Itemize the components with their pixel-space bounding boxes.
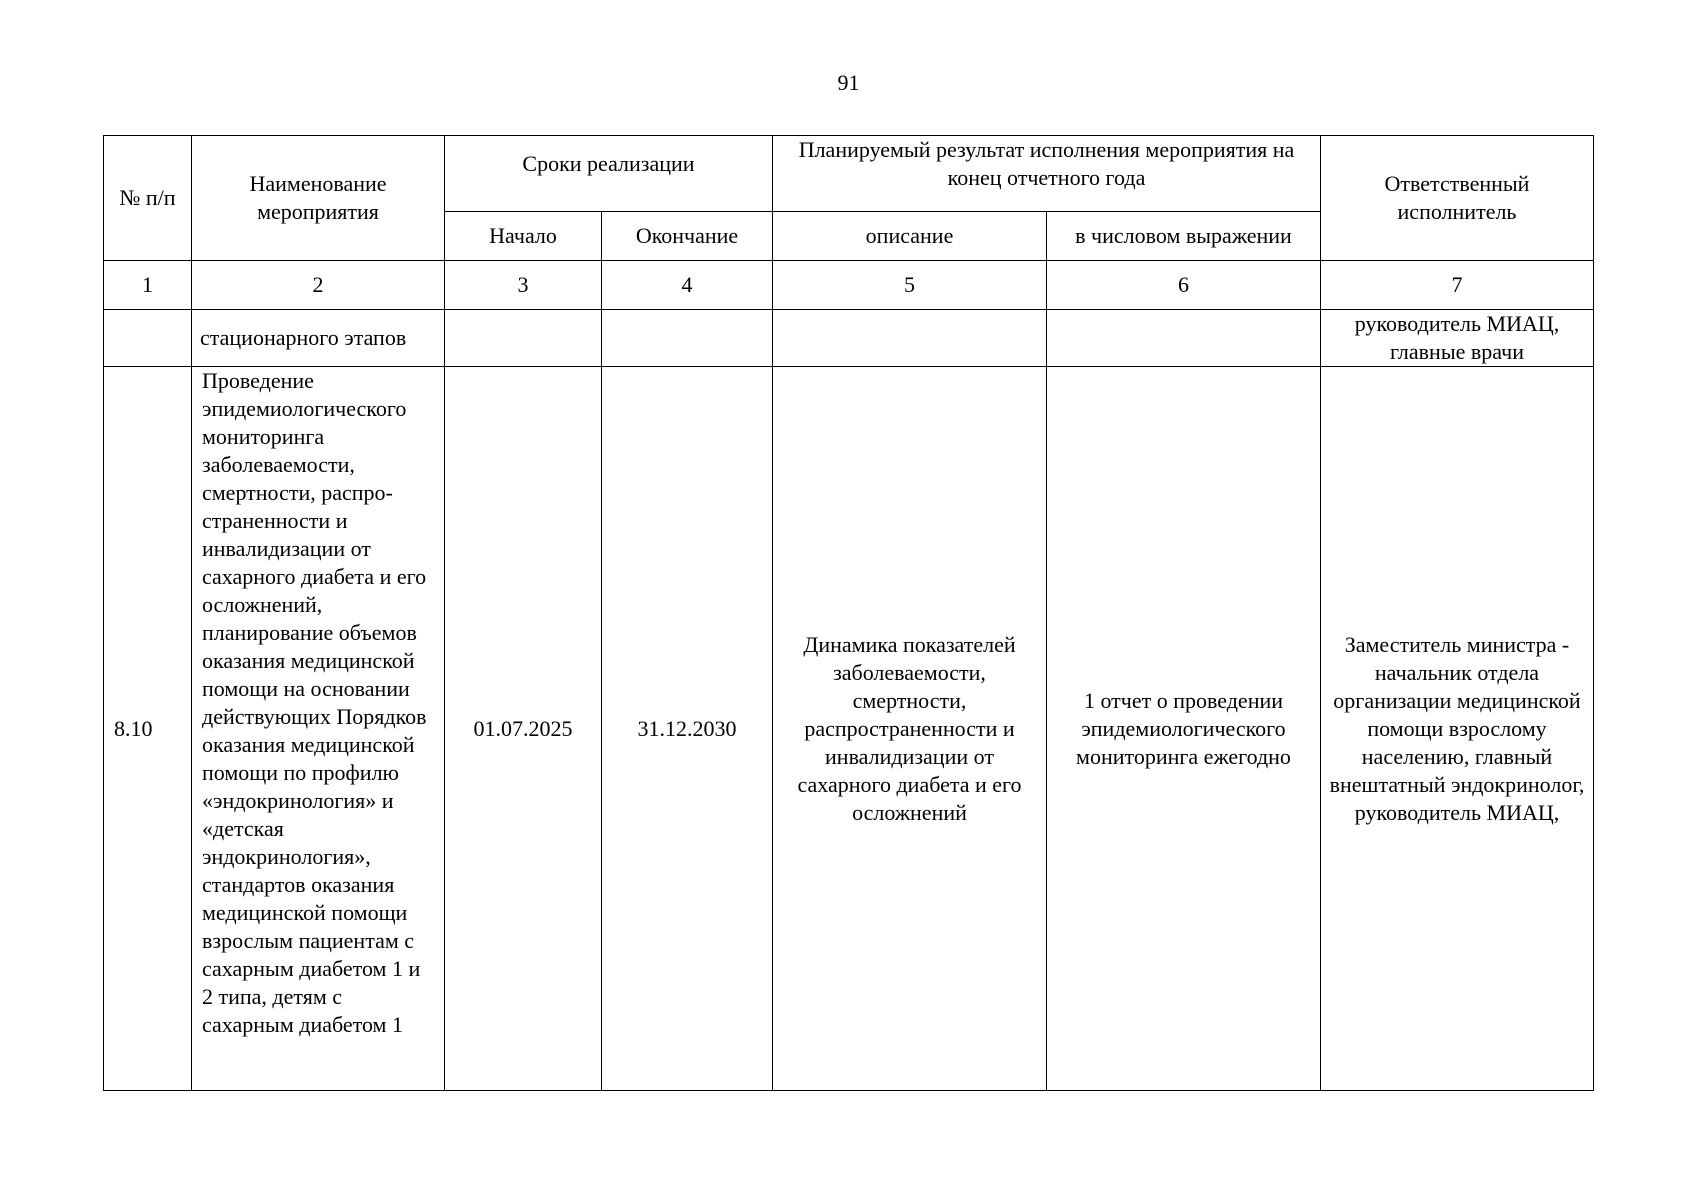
- column-number: 6: [1047, 261, 1321, 310]
- header-num: № п/п: [104, 136, 192, 261]
- cell-numeric: [1047, 310, 1321, 367]
- cell-responsible: Заместитель министра - начальник отдела организации медицинской помощи взрослому населению, главный внештатный эндокринолог, руководитель МИАЦ,: [1321, 367, 1594, 1091]
- column-number: 5: [773, 261, 1047, 310]
- cell-start: [445, 310, 602, 367]
- cell-num: 8.10: [104, 367, 192, 1091]
- header-numeric: в числовом выражении: [1047, 212, 1321, 261]
- header-start: Начало: [445, 212, 602, 261]
- cell-end: 31.12.2030: [602, 367, 773, 1091]
- cell-num: [104, 310, 192, 367]
- cell-name: Проведение эпидемиологического мониторинга заболеваемости, смертности, распро-страненности и инвалидизации от сахарного диабета и его осложнений, планирование объемов оказания медицинской помощи на основании действующих Порядков оказания медицинской помощи по профилю «эндокринология» и «детская эндокринология», стандартов оказания медицинской помощи взрослым пациентам с сахарным диабетом 1 и 2 типа, детям с сахарным диабетом 1: [192, 367, 445, 1091]
- column-number: 7: [1321, 261, 1594, 310]
- cell-end: [602, 310, 773, 367]
- continuation-row: [104, 310, 1594, 367]
- cell-start: 01.07.2025: [445, 367, 602, 1091]
- header-end: Окончание: [602, 212, 773, 261]
- column-number: 1: [104, 261, 192, 310]
- cell-name: стационарного этапов: [192, 310, 445, 367]
- plan-table: [103, 135, 1594, 1091]
- page-number: 91: [837, 70, 860, 95]
- column-number: 3: [445, 261, 602, 310]
- header-description: описание: [773, 212, 1047, 261]
- column-number-row: [104, 261, 1594, 310]
- table-row: [104, 367, 1594, 1091]
- cell-numeric: 1 отчет о проведении эпидемиологического мониторинга ежегодно: [1047, 367, 1321, 1091]
- cell-responsible: руководитель МИАЦ, главные врачи: [1321, 310, 1594, 367]
- cell-description: Динамика показателей заболеваемости, смертности, распространенности и инвалидизации от сахарного диабета и его осложнений: [773, 367, 1047, 1091]
- cell-description: [773, 310, 1047, 367]
- header-row-top: [104, 136, 1594, 212]
- header-responsible: Ответственный исполнитель: [1321, 136, 1594, 261]
- header-terms: Сроки реализации: [445, 136, 773, 212]
- column-number: 4: [602, 261, 773, 310]
- header-name: Наименование мероприятия: [192, 136, 445, 261]
- column-number: 2: [192, 261, 445, 310]
- header-result: Планируемый результат исполнения мероприятия на конец отчетного года: [773, 136, 1321, 212]
